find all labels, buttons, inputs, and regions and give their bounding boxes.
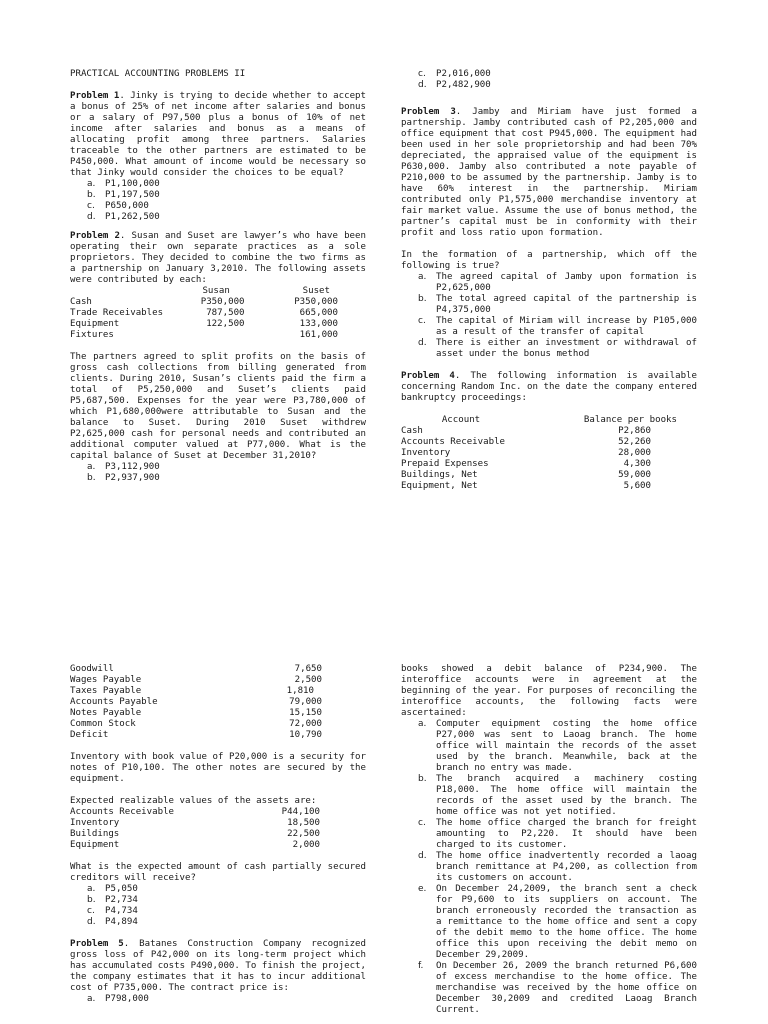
- choice-item: e. On December 24,2009, the branch sent a check for P9,600 to its suppliers on account. The branch erroneously recorded the transaction as a remittance to the home office and sent a copy of the debit memo to the home office. The home office this upon receiving the debit memo on December 29,2009.: [418, 884, 697, 960]
- table-row: Buildings 22,500: [70, 829, 320, 839]
- page-title: PRACTICAL ACCOUNTING PROBLEMS II: [70, 69, 246, 79]
- problem-5-choices: [70, 994, 366, 1005]
- choice-item: d. P2,482,900: [418, 80, 491, 90]
- choice-item: a. P3,112,900: [87, 462, 160, 472]
- choice-item: c. P4,734: [87, 906, 138, 916]
- choice-item: c. P650,000: [87, 201, 149, 211]
- table-row: Cash P2,860: [401, 426, 651, 436]
- table-row: Accounts Receivable 52,260: [401, 437, 651, 447]
- problem-2-choices-ab: [70, 462, 366, 484]
- erv-table: [70, 807, 320, 851]
- table-row: Accounts Payable 79,000: [70, 697, 322, 707]
- problem-3-text: Problem 3. Jamby and Miriam have just formed a partnership. Jamby contributed cash of P2,205,000 and office equipment that cost P945,000. The equipment had been used in her sole proprietorship and had been 70% depreciated, the appraised value of the equipment is P630,000. Jamby also contributed a note payable of P210,000 to be assumed by the partnership. Jamby is to have 60% interest in the partnership. Miriam contributed only P1,575,000 merchandise inventory at fair market value. Assume the use of bonus method, the partner’s capital must be in conformity with their profit and loss ratio upon formation.: [401, 107, 697, 238]
- choice-item: c. The home office charged the branch for freight amounting to P2,220. It should have been charged to its customer.: [418, 818, 697, 850]
- table-row: Taxes Payable 1,810: [70, 686, 314, 696]
- table-row: Equipment 2,000: [70, 840, 320, 850]
- problem-4-question: What is the expected amount of cash partially secured creditors will receive?: [70, 862, 366, 883]
- erv-title: Expected realizable values of the assets are:: [70, 796, 317, 806]
- table-row: Cash P350,000 P350,000: [70, 297, 338, 307]
- problem-2-label: Problem 2: [70, 231, 120, 241]
- choice-item: f. On December 26, 2009 the branch returned P6,600 of excess merchandise to the home office. The merchandise was received by the home office on December 30,2009 and credited Laoag Branch Current.: [418, 961, 697, 1015]
- choice-item: c. The capital of Miriam will increase by P105,000 as a result of the transfer of capital: [418, 316, 697, 337]
- problem-4-text: Problem 4. The following information is available concerning Random Inc. on the date the company entered bankruptcy proceedings:: [401, 371, 698, 403]
- problem-4-table: [401, 415, 677, 492]
- problem-5-text: Problem 5. Batanes Construction Company recognized gross loss of P42,000 on its long-term project which has accumulated costs P490,000. To finish the project, the company estimates that it has to incur additional cost of P735,000. The contract price is:: [70, 939, 366, 993]
- bottom-left-column: [70, 664, 366, 1013]
- choice-item: a. Computer equipment costing the home office P27,000 was sent to Laoag branch. The home office will maintain the records of the asset used by the branch. Meanwhile, back at the branch no entry was made.: [418, 719, 697, 773]
- problem-1-text: Problem 1. Jinky is trying to decide whether to accept a bonus of 25% of net income after salaries and bonus or a salary of P97,500 plus a bonus of 10% of net income after salaries and bonus as a means of allocating profit among three partners. Salaries traceable to the other partners are estimated to be P450,000. What amount of income would be necessary so that Jinky would consider the choices to be equal?: [70, 91, 366, 178]
- choice-item: d. P4,894: [87, 917, 138, 927]
- choice-item: b. P1,197,500: [87, 190, 160, 200]
- problem-2-table: [70, 286, 338, 341]
- table-header-row: Account Balance per books: [441, 415, 677, 425]
- top-left-column: [70, 69, 366, 492]
- table-row: Trade Receivables 787,500 665,000: [70, 308, 338, 318]
- problem-2-text: Problem 2. Susan and Suset are lawyer’s who have been operating their own separate practices as a sole proprietors. They decided to combine the two firms as a partnership on January 3,2010. The following assets were contributed by each:: [70, 231, 366, 285]
- table-header-row: Susan Suset: [202, 286, 330, 296]
- table-row: Prepaid Expenses 4,300: [401, 459, 651, 469]
- bottom-right-column: [401, 664, 697, 1024]
- choice-item: c. P2,016,000: [418, 69, 491, 79]
- problem-2-text-2: The partners agreed to split profits on the basis of gross cash collections from billing generated from clients. During 2010, Susan’s clients paid the firm a total of P5,250,000 and Suset’s clients paid P5,687,500. Expenses for the year were P3,780,000 of which P1,680,000were attributable to Susan and the balance to Suset. During 2010 Suset withdrew P2,625,000 cash for personal needs and contributed an additional computer valued at P77,000. What is the capital balance of Suset at December 31,2010?: [70, 352, 366, 461]
- problem-4-label: Problem 4: [401, 371, 455, 381]
- problem-5-label: Problem 5: [70, 939, 124, 949]
- table-row: Buildings, Net 59,000: [401, 470, 651, 480]
- choice-item: d. The home office inadvertently recorded a laoag branch remittance at P4,200, as collection from its customers on account.: [418, 851, 697, 883]
- problem-6-text: books showed a debit balance of P234,900. The interoffice accounts were in agreement at the beginning of the year. For purposes of reconciling the interoffice accounts, the following facts were ascertained:: [401, 664, 697, 718]
- table-row: Equipment 122,500 133,000: [70, 319, 338, 329]
- table-row: Accounts Receivable P44,100: [70, 807, 320, 817]
- table-row: Inventory 18,500: [70, 818, 320, 828]
- choice-item: b. P2,734: [87, 895, 138, 905]
- table-row: Inventory 28,000: [401, 448, 651, 458]
- choice-item: a. P5,050: [87, 884, 138, 894]
- table-row: Common Stock 72,000: [70, 719, 322, 729]
- table-row: Wages Payable 2,500: [70, 675, 322, 685]
- choice-item: a. The agreed capital of Jamby upon formation is P2,625,000: [418, 272, 697, 293]
- choice-item: b. P2,937,900: [87, 473, 160, 483]
- problem-6-facts: [401, 719, 697, 1016]
- choice-item: a. P1,100,000: [87, 179, 160, 189]
- choice-item: d. There is either an investment or withdrawal of asset under the bonus method: [418, 338, 697, 359]
- problem-3-label: Problem 3: [401, 107, 456, 117]
- top-right-column: [401, 69, 697, 503]
- choice-item: d. P1,262,500: [87, 212, 160, 222]
- choice-item: b. The branch acquired a machinery costing P18,000. The home office will maintain the records of the asset used by the branch. The home office was not yet notified.: [418, 774, 697, 817]
- problem-3-choices: [401, 272, 697, 360]
- problem-4-table-continued: [70, 664, 322, 741]
- table-row: Notes Payable 15,150: [70, 708, 322, 718]
- table-row: Deficit 10,790: [70, 730, 322, 740]
- problem-4-choices: [70, 884, 366, 928]
- table-row: Goodwill 7,650: [70, 664, 322, 674]
- problem-3-question: In the formation of a partnership, which off the following is true?: [401, 250, 697, 271]
- problem-2-choices-cd: [401, 69, 697, 91]
- problem-1-choices: [70, 179, 366, 223]
- choice-item: b. The total agreed capital of the partnership is P4,375,000: [418, 294, 697, 315]
- problem-4-text-2: Inventory with book value of P20,000 is a security for notes of P10,100. The other notes are secured by the equipment.: [70, 752, 366, 784]
- table-row: Fixtures 161,000: [70, 330, 338, 340]
- page-bottom: [0, 640, 768, 1024]
- table-row: Equipment, Net 5,600: [401, 481, 651, 491]
- choice-item: a. P798,000: [87, 994, 149, 1004]
- problem-1-label: Problem 1: [70, 91, 120, 101]
